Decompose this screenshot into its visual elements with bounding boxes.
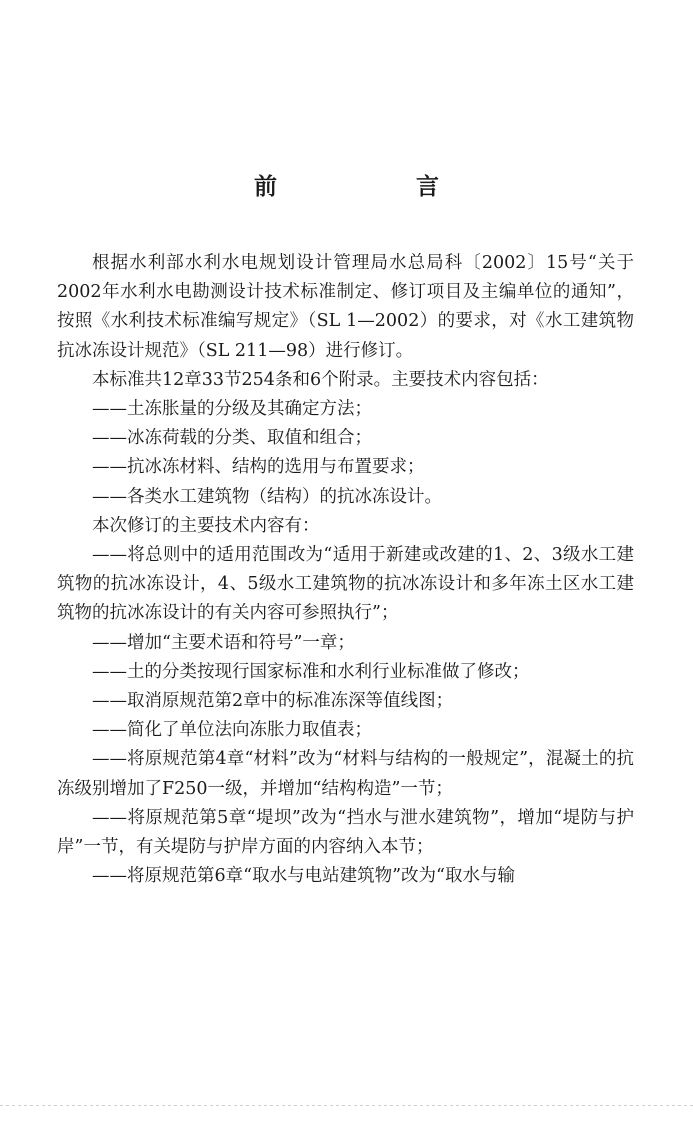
list-item: ——土的分类按现行国家标准和水利行业标准做了修改； (92, 661, 530, 682)
document-body (57, 249, 634, 891)
list-item: ——将原规范第6章“取水与电站建筑物”改为“取水与输 (92, 866, 515, 887)
list-item: ——将总则中的适用范围改为“适用于新建或改建的1、2、3级水工建筑物的抗冰冻设计，4、5级水工建筑物的抗冰冻设计和多年冻土区水工建筑物的抗冰冻设计的有关内容可参照执行”； (57, 545, 634, 624)
list-item: ——将原规范第4章“材料”改为“材料与结构的一般规定”，混凝土的抗冻级别增加了F250一级，并增加“结构构造”一节； (57, 749, 634, 799)
scan-edge-divider (0, 1105, 693, 1106)
paragraph: 本标准共12章33节254条和6个附录。主要技术内容包括： (92, 369, 549, 390)
list-item: ——抗冰冻材料、结构的选用与布置要求； (92, 457, 425, 478)
page-title: 前 言 (254, 173, 497, 200)
list-item: ——增加“主要术语和符号”一章； (92, 632, 355, 653)
list-item: ——各类水工建筑物（结构）的抗冰冻设计。 (92, 486, 442, 507)
paragraph: 本次修订的主要技术内容有： (92, 515, 320, 536)
list-item: ——将原规范第5章“堤坝”改为“挡水与泄水建筑物”，增加“堤防与护岸”一节，有关堤防与护岸方面的内容纳入本节； (57, 807, 634, 858)
list-item: ——简化了单位法向冻胀力取值表； (92, 720, 372, 741)
list-item: ——冰冻荷载的分类、取值和组合； (92, 428, 372, 449)
list-item: ——土冻胀量的分级及其确定方法； (92, 399, 372, 420)
paragraph: 根据水利部水利水电规划设计管理局水总局科〔2002〕15号“关于2002年水利水电勘测设计技术标准制定、修订项目及主编单位的通知”，按照《水利技术标准编写规定》（SL 1—2002）的要求，对《水工建筑物抗冰冻设计规范》（SL 211—98）进行修订。 (57, 253, 634, 361)
list-item: ——取消原规范第2章中的标准冻深等值线图； (92, 691, 454, 712)
